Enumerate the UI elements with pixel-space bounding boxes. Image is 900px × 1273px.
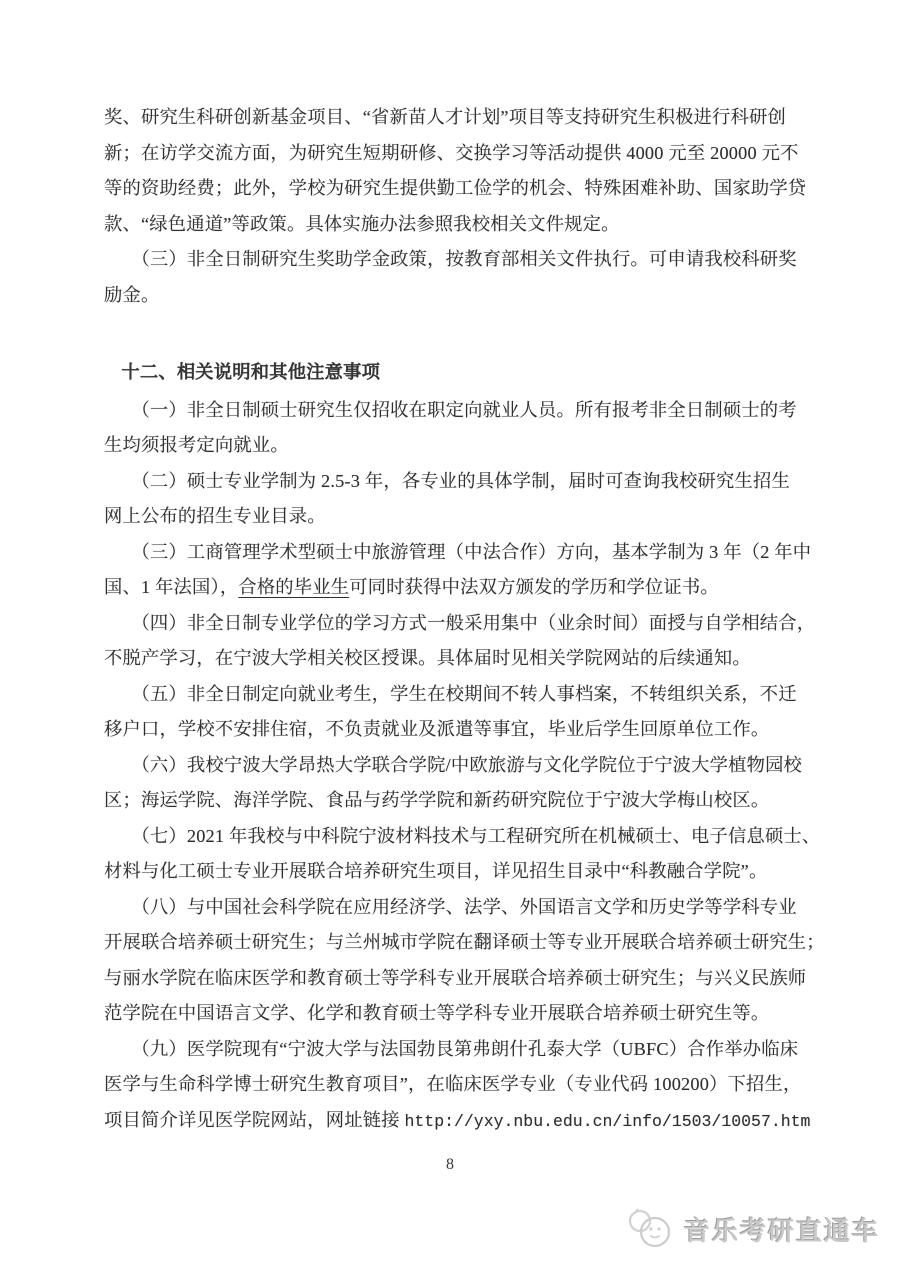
text-segment: （五）非全日制定向就业考生，学生在校期间不转人事档案，不转组织关系，不迁 [131, 683, 797, 704]
document-body [104, 100, 825, 1139]
doc-text-line [104, 393, 804, 429]
doc-text-line [104, 712, 804, 748]
panda-music-logo-icon [626, 1206, 676, 1252]
text-segment: 款、“绿色通道”等政策。具体实施办法参照我校相关文件规定。 [104, 213, 620, 234]
doc-text-line [104, 171, 807, 207]
text-segment: （一）非全日制硕士研究生仅招收在职定向就业人员。所有报考非全日制硕士的考 [131, 399, 797, 420]
text-segment: 范学院在中国语言文学、化学和教育硕士等学科专业开展联合培养硕士研究生等。 [104, 1003, 770, 1023]
text-segment: 新；在访学交流方面，为研究生短期研修、交换学习等活动提供 4000 元至 20000 元不 [104, 142, 799, 163]
doc-text-line [104, 783, 804, 819]
doc-text-line [104, 890, 804, 926]
doc-text-line [104, 961, 807, 997]
doc-text-line [104, 1103, 811, 1140]
doc-text-line [104, 499, 804, 535]
text-segment: 奖、研究生科研创新基金项目、“省新苗人才计划”项目等支持研究生积极进行科研创 [104, 107, 786, 127]
text-segment: 十二、相关说明和其他注意事项 [121, 361, 381, 382]
text-segment: 医学与生命科学博士研究生教育项目”，在临床医学专业（专业代码 100200）下招生， [104, 1074, 802, 1094]
doc-text-line [104, 535, 812, 571]
text-segment: 励金。 [104, 284, 160, 305]
doc-text-line [104, 819, 821, 855]
text-segment: 与丽水学院在临床医学和教育硕士等学科专业开展联合培养硕士研究生；与兴义民族师 [104, 967, 807, 988]
doc-text-line [104, 854, 804, 890]
doc-text-line [104, 1067, 804, 1103]
text-segment: 区；海运学院、海洋学院、食品与药学学院和新药研究院位于宁波大学梅山校区。 [104, 790, 770, 810]
text-segment: 移户口，学校不安排住宿，不负责就业及派遣等事宜，毕业后学生回原单位工作。 [104, 719, 770, 739]
text-segment: （七）2021 年我校与中科院宁波材料技术与工程研究所在机械硕士、电子信息硕士、 [131, 825, 821, 846]
text-segment: （三）工商管理学术型硕士中旅游管理（中法合作）方向，基本学制为 3 年（2 年中 [131, 541, 812, 562]
text-segment: （六）我校宁波大学昂热大学联合学院/中欧旅游与文化学院位于宁波大学植物园校 [131, 754, 803, 775]
doc-text-line [104, 641, 804, 677]
text-segment: （九）医学院现有“宁波大学与法国勃艮第弗朗什孔泰大学（UBFC）合作举办临床 [131, 1038, 799, 1059]
text-segment: 项目简介详见医学院网站，网址链接 [104, 1109, 405, 1130]
text-segment: 网上公布的招生专业目录。 [104, 506, 326, 526]
doc-text-line [104, 996, 804, 1032]
text-segment: （二）硕士专业学制为 2.5-3 年，各专业的具体学制，届时可查询我校研究生招生 [131, 470, 790, 491]
doc-text-line [104, 606, 816, 642]
watermark-text: 音乐考研直通车 [683, 1215, 880, 1246]
text-segment: （四）非全日制专业学位的学习方式一般采用集中（业余时间）面授与自学相结合， [131, 612, 816, 633]
text-segment: 等的资助经费；此外，学校为研究生提供勤工俭学的机会、特殊困难补助、国家助学贷 [104, 178, 807, 198]
doc-text-line [104, 748, 804, 784]
doc-text-line [104, 677, 804, 713]
text-segment: 可同时获得中法双方颁发的学历和学位证书。 [349, 577, 719, 597]
doc-text-line [104, 278, 804, 314]
doc-text-line [104, 925, 825, 961]
doc-text-line [104, 464, 804, 500]
doc-text-line [104, 136, 804, 172]
doc-text-line [104, 428, 804, 464]
doc-text-line [104, 242, 804, 278]
url-text: http://yxy.nbu.edu.cn/info/1503/10057.htm [404, 1111, 811, 1131]
text-segment: 生均须报考定向就业。 [104, 435, 289, 455]
text-segment: 开展联合培养硕士研究生；与兰州城市学院在翻译硕士等专业开展联合培养硕士研究生； [104, 932, 825, 952]
text-segment: 国、1 年法国）， [104, 577, 239, 597]
doc-text-line [104, 1032, 804, 1068]
watermark [626, 1206, 880, 1252]
text-segment: 不脱产学习，在宁波大学相关校区授课。具体届时见相关学院网站的后续通知。 [104, 648, 751, 668]
text-segment: 材料与化工硕士专业开展联合培养研究生项目，详见招生目录中“科教融合学院”。 [104, 861, 768, 881]
text-segment: （八）与中国社会科学院在应用经济学、法学、外国语言文学和历史学等学科专业 [131, 896, 797, 917]
section-heading [104, 354, 804, 390]
doc-text-line [104, 100, 804, 136]
page-number: 8 [446, 1156, 454, 1173]
underlined-text: 合格的毕业生 [238, 577, 350, 597]
doc-text-line [104, 570, 804, 606]
doc-text-line [104, 207, 804, 243]
text-segment: （三）非全日制研究生奖助学金政策，按教育部相关文件执行。可申请我校科研奖 [131, 249, 797, 269]
